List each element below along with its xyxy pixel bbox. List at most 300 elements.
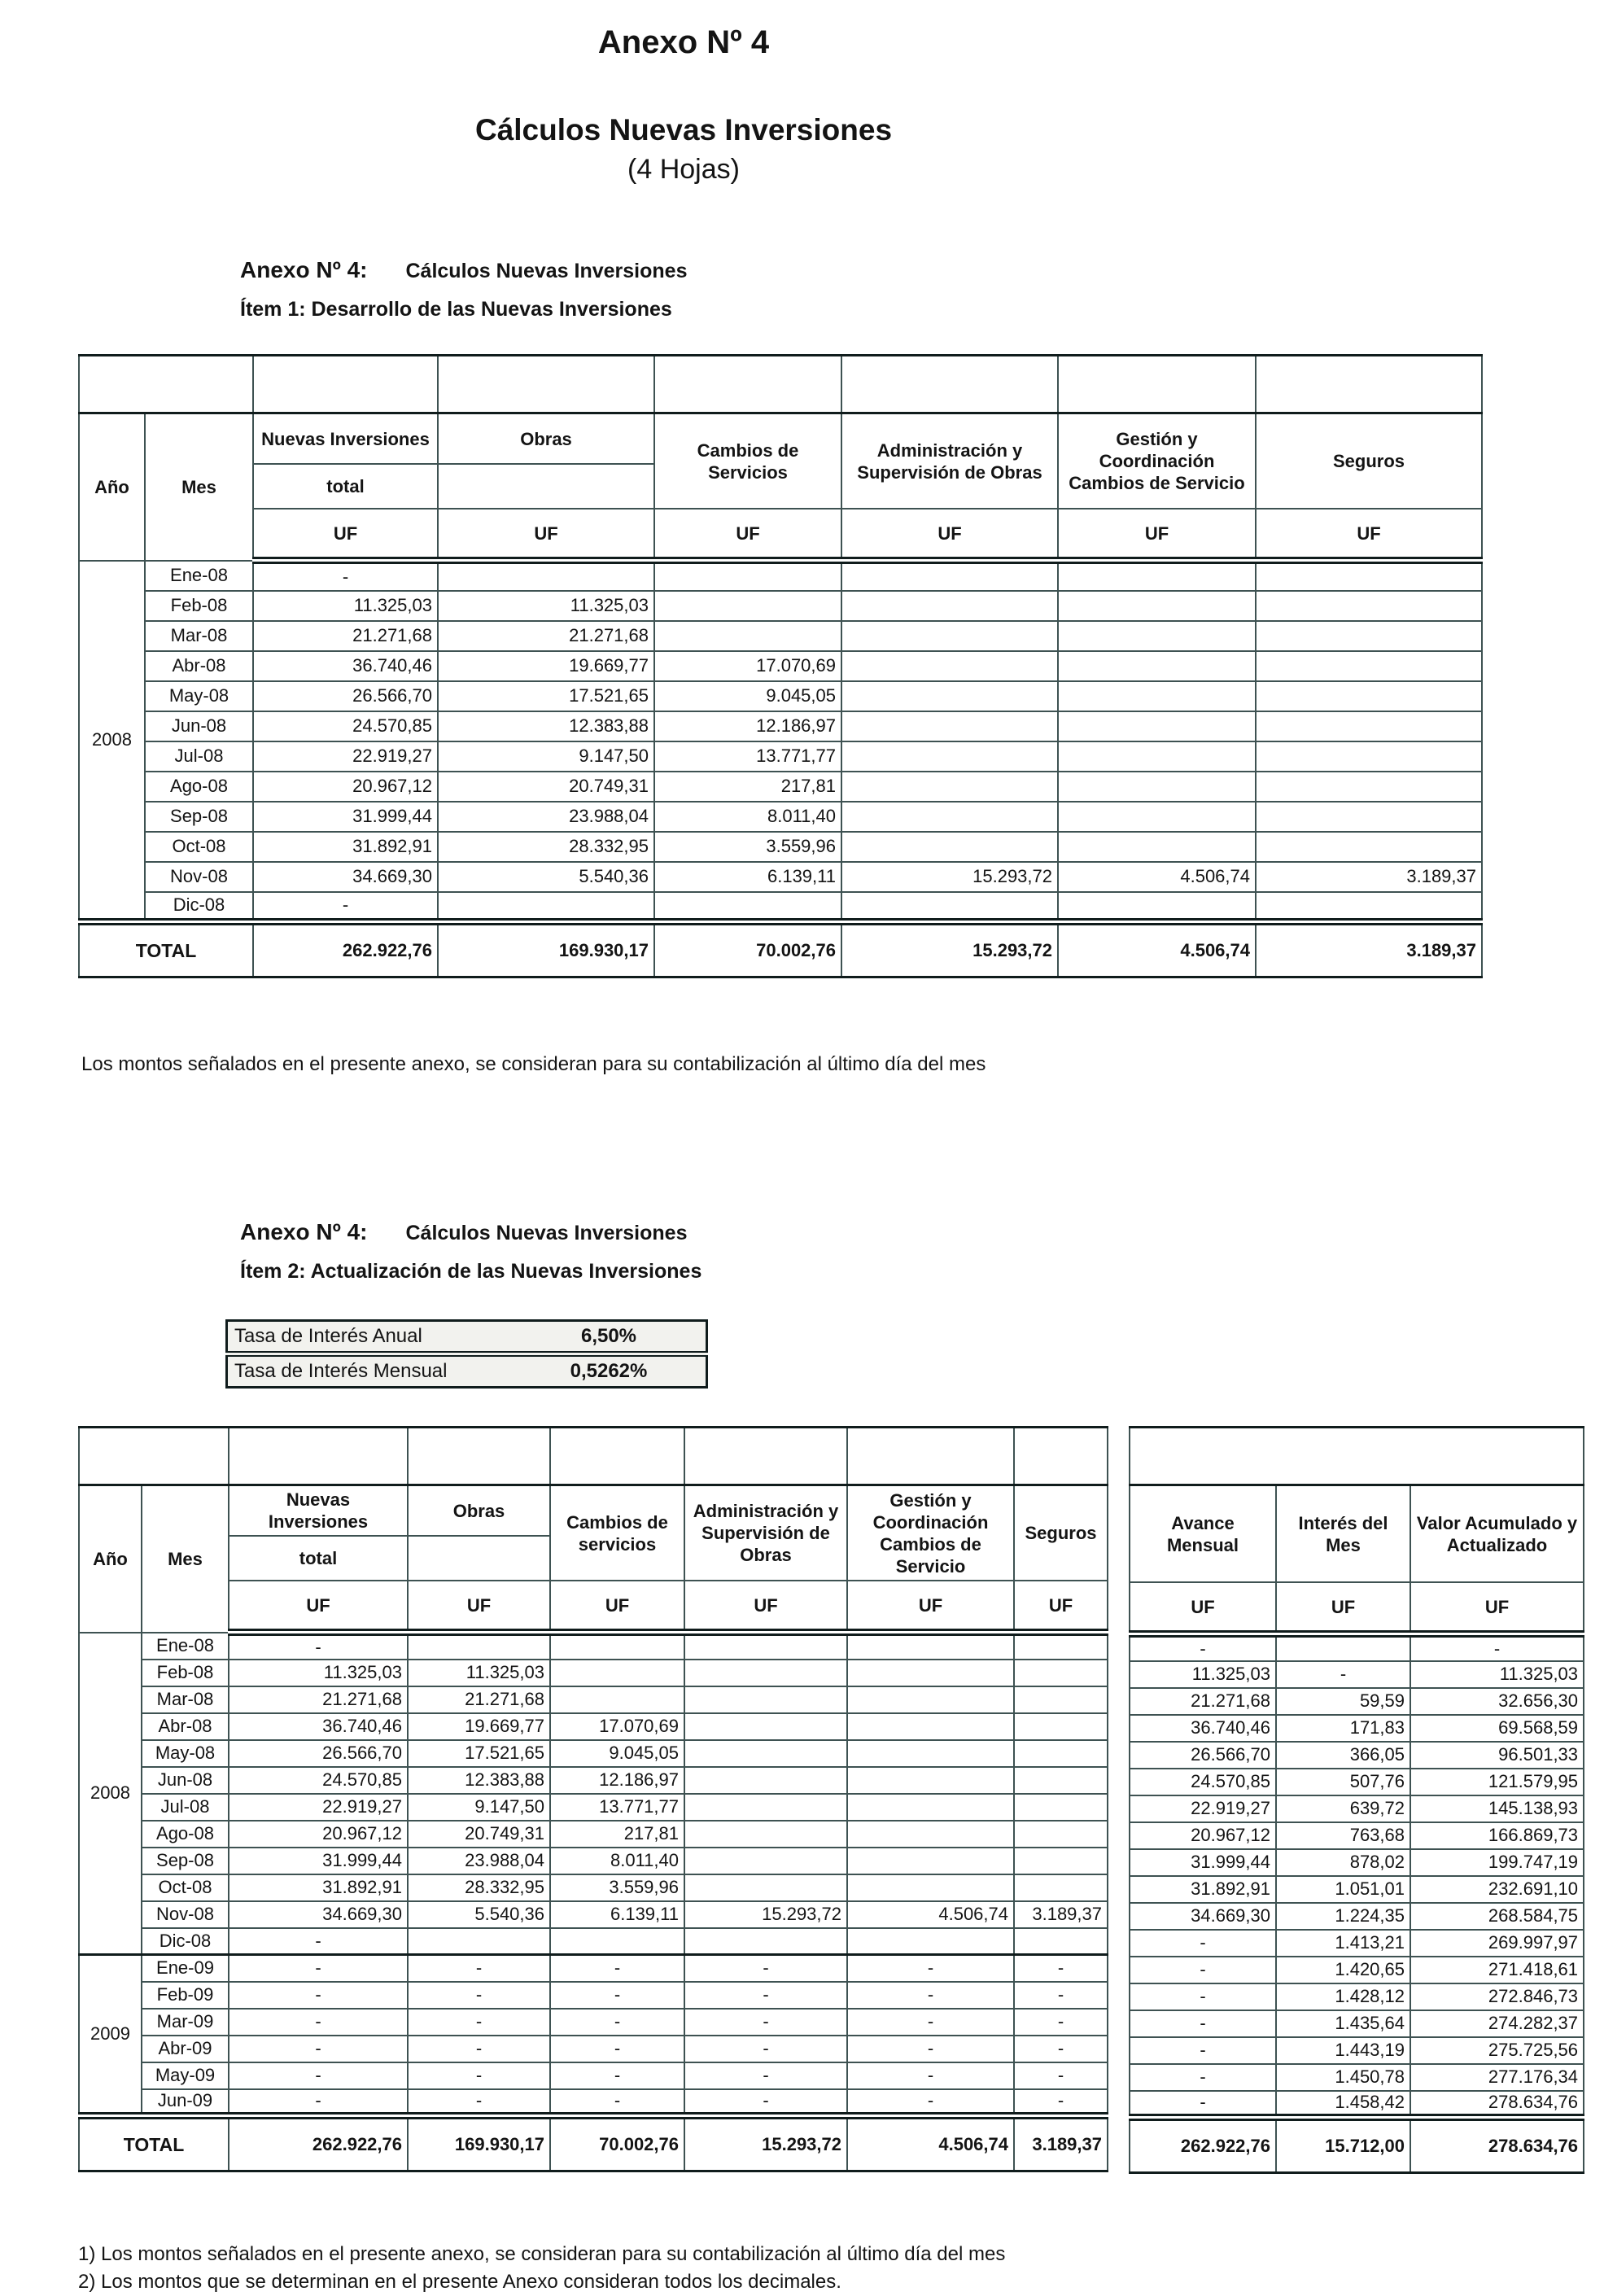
- section2-title: Cálculos Nuevas Inversiones: [405, 1222, 688, 1244]
- value-cell: 1.450,78: [1276, 2064, 1410, 2091]
- table-row: [79, 509, 1482, 561]
- value-cell: [841, 621, 1058, 651]
- table-row: [79, 832, 1482, 862]
- value-cell: 878,02: [1276, 1849, 1410, 1876]
- value-cell: [1014, 1767, 1108, 1794]
- column-header: Cambios de servicios: [550, 1485, 684, 1581]
- value-cell: -: [253, 892, 438, 922]
- table2-main: [78, 1426, 1108, 2172]
- value-cell: -: [550, 1982, 684, 2009]
- unit-label: UF: [253, 509, 438, 561]
- band-filler: [79, 1428, 229, 1485]
- month-cell: Jul-08: [142, 1794, 229, 1821]
- value-cell: [1014, 1848, 1108, 1874]
- column-header: Obras: [438, 413, 654, 465]
- value-cell: 507,76: [1276, 1769, 1410, 1795]
- value-cell: [1256, 681, 1482, 711]
- table-row: [79, 413, 1482, 465]
- month-cell: Ago-08: [142, 1821, 229, 1848]
- value-cell: 171,83: [1276, 1715, 1410, 1742]
- year-cell: 2009: [79, 1955, 142, 2116]
- column-header: Administración y Supervisión de Obras: [841, 413, 1058, 509]
- value-cell: [841, 591, 1058, 621]
- value-cell: 5.540,36: [408, 1901, 550, 1928]
- total-row: [79, 922, 1482, 977]
- value-cell: 36.740,46: [253, 651, 438, 681]
- table-row: [79, 892, 1482, 922]
- value-cell: 19.669,77: [438, 651, 654, 681]
- year-header: Año: [79, 1485, 142, 1633]
- footnotes: [78, 2241, 1604, 2296]
- value-cell: -: [1130, 2037, 1276, 2064]
- value-cell: 15.293,72: [841, 862, 1058, 892]
- value-cell: [841, 561, 1058, 591]
- value-cell: [847, 1821, 1014, 1848]
- value-cell: [1014, 1660, 1108, 1686]
- value-cell: -: [408, 2036, 550, 2062]
- value-cell: 217,81: [654, 772, 841, 802]
- value-cell: -: [684, 2009, 847, 2036]
- column-subheader: [408, 1536, 550, 1581]
- value-cell: [684, 1821, 847, 1848]
- unit-label: UF: [1276, 1582, 1410, 1634]
- unit-label: UF: [847, 1581, 1014, 1633]
- column-header: Nuevas Inversiones: [253, 413, 438, 465]
- value-cell: [550, 1660, 684, 1686]
- value-cell: [1058, 651, 1256, 681]
- rate-row: [227, 1354, 707, 1388]
- value-cell: 272.846,73: [1410, 1983, 1584, 2010]
- rate-value: 0,5262%: [512, 1354, 707, 1388]
- value-cell: 28.332,95: [408, 1874, 550, 1901]
- value-cell: [847, 1740, 1014, 1767]
- value-cell: 96.501,33: [1410, 1742, 1584, 1769]
- value-cell: 11.325,03: [1130, 1661, 1276, 1688]
- section1-item: Ítem 1: Desarrollo de las Nuevas Inversiones: [240, 298, 672, 321]
- month-cell: May-08: [145, 681, 253, 711]
- value-cell: -: [1130, 2010, 1276, 2037]
- table-row: [79, 1848, 1108, 1874]
- total-value: 262.922,76: [229, 2116, 408, 2171]
- value-cell: 34.669,30: [229, 1901, 408, 1928]
- month-cell: Jun-08: [145, 711, 253, 741]
- value-cell: [1276, 1634, 1410, 1661]
- value-cell: 217,81: [550, 1821, 684, 1848]
- column-subheader: [438, 464, 654, 509]
- value-cell: [408, 1928, 550, 1955]
- table-row: [1130, 1715, 1584, 1742]
- value-cell: [550, 1686, 684, 1713]
- value-cell: 9.045,05: [550, 1740, 684, 1767]
- value-cell: 5.540,36: [438, 862, 654, 892]
- table-row: [1130, 1957, 1584, 1983]
- value-cell: 17.521,65: [408, 1740, 550, 1767]
- table-row: [1130, 1634, 1584, 1661]
- value-cell: [847, 1633, 1014, 1660]
- value-cell: [1256, 892, 1482, 922]
- value-cell: [1058, 621, 1256, 651]
- value-cell: [1014, 1713, 1108, 1740]
- value-cell: -: [684, 2089, 847, 2116]
- value-cell: [847, 1713, 1014, 1740]
- column-header: Valor Acumulado y Actualizado: [1410, 1485, 1584, 1583]
- table-row: [1130, 1983, 1584, 2010]
- column-header: Nuevas Inversiones: [229, 1485, 408, 1537]
- unit-label: UF: [1256, 509, 1482, 561]
- value-cell: 1.428,12: [1276, 1983, 1410, 2010]
- value-cell: 20.967,12: [229, 1821, 408, 1848]
- value-cell: [1058, 892, 1256, 922]
- value-cell: 3.559,96: [550, 1874, 684, 1901]
- table2-accumulated: [1129, 1426, 1584, 2174]
- total-value: 70.002,76: [654, 922, 841, 977]
- value-cell: [408, 1633, 550, 1660]
- month-cell: Feb-08: [145, 591, 253, 621]
- table-row: [79, 802, 1482, 832]
- value-cell: 1.443,19: [1276, 2037, 1410, 2064]
- month-cell: Jun-08: [142, 1767, 229, 1794]
- value-cell: 1.458,42: [1276, 2091, 1410, 2118]
- value-cell: 11.325,03: [438, 591, 654, 621]
- value-cell: 11.325,03: [253, 591, 438, 621]
- value-cell: 13.771,77: [654, 741, 841, 772]
- value-cell: 278.634,76: [1410, 2091, 1584, 2118]
- band-cell: [1130, 1428, 1584, 1485]
- total-label: TOTAL: [79, 922, 253, 977]
- month-cell: Ago-08: [145, 772, 253, 802]
- month-cell: Jul-08: [145, 741, 253, 772]
- total-value: 4.506,74: [847, 2116, 1014, 2171]
- unit-label: UF: [1014, 1581, 1108, 1633]
- value-cell: [684, 1848, 847, 1874]
- value-cell: 32.656,30: [1410, 1688, 1584, 1715]
- band-cell: [550, 1428, 684, 1485]
- column-header: Cambios de Servicios: [654, 413, 841, 509]
- table-row: [79, 862, 1482, 892]
- month-cell: Feb-08: [142, 1660, 229, 1686]
- section1-header: [240, 257, 1604, 321]
- value-cell: 1.051,01: [1276, 1876, 1410, 1903]
- total-value: 15.712,00: [1276, 2118, 1410, 2173]
- value-cell: 69.568,59: [1410, 1715, 1584, 1742]
- value-cell: 166.869,73: [1410, 1822, 1584, 1849]
- value-cell: 12.383,88: [438, 711, 654, 741]
- table-row: [1130, 1876, 1584, 1903]
- section2-item: Ítem 2: Actualización de las Nuevas Inversiones: [240, 1260, 702, 1283]
- value-cell: [1256, 741, 1482, 772]
- value-cell: [1256, 711, 1482, 741]
- value-cell: 274.282,37: [1410, 2010, 1584, 2037]
- value-cell: 31.999,44: [253, 802, 438, 832]
- value-cell: 26.566,70: [1130, 1742, 1276, 1769]
- section1-label: Anexo Nº 4:: [240, 257, 368, 282]
- value-cell: 23.988,04: [408, 1848, 550, 1874]
- band-cell: [1058, 356, 1256, 413]
- value-cell: 269.997,97: [1410, 1930, 1584, 1957]
- section2-label: Anexo Nº 4:: [240, 1219, 368, 1244]
- rate-label: Tasa de Interés Mensual: [227, 1354, 513, 1388]
- value-cell: [847, 1874, 1014, 1901]
- value-cell: -: [847, 1982, 1014, 2009]
- value-cell: 19.669,77: [408, 1713, 550, 1740]
- table-row: [79, 1740, 1108, 1767]
- value-cell: 26.566,70: [229, 1740, 408, 1767]
- column-subheader: total: [253, 464, 438, 509]
- month-cell: Ene-09: [142, 1955, 229, 1982]
- month-cell: Feb-09: [142, 1982, 229, 2009]
- total-value: 3.189,37: [1256, 922, 1482, 977]
- value-cell: -: [1014, 2089, 1108, 2116]
- band-cell: [408, 1428, 550, 1485]
- value-cell: [841, 741, 1058, 772]
- table-row: [79, 356, 1482, 413]
- table-row: [79, 621, 1482, 651]
- month-cell: May-09: [142, 2062, 229, 2089]
- value-cell: 268.584,75: [1410, 1903, 1584, 1930]
- value-cell: -: [847, 2062, 1014, 2089]
- column-header: Seguros: [1256, 413, 1482, 509]
- value-cell: 8.011,40: [654, 802, 841, 832]
- band-cell: [1014, 1428, 1108, 1485]
- value-cell: [684, 1874, 847, 1901]
- value-cell: -: [550, 2036, 684, 2062]
- value-cell: 1.420,65: [1276, 1957, 1410, 1983]
- value-cell: 1.435,64: [1276, 2010, 1410, 2037]
- total-value: 262.922,76: [253, 922, 438, 977]
- column-header: Obras: [408, 1485, 550, 1537]
- rate-value: 6,50%: [512, 1321, 707, 1354]
- table-row: [79, 711, 1482, 741]
- value-cell: 15.293,72: [684, 1901, 847, 1928]
- value-cell: -: [229, 2089, 408, 2116]
- value-cell: -: [1014, 2036, 1108, 2062]
- value-cell: [1058, 681, 1256, 711]
- value-cell: -: [1014, 2062, 1108, 2089]
- value-cell: -: [229, 1928, 408, 1955]
- value-cell: [684, 1767, 847, 1794]
- value-cell: -: [229, 1982, 408, 2009]
- value-cell: [841, 892, 1058, 922]
- value-cell: 12.383,88: [408, 1767, 550, 1794]
- value-cell: 31.892,91: [253, 832, 438, 862]
- value-cell: [841, 772, 1058, 802]
- value-cell: 31.999,44: [1130, 1849, 1276, 1876]
- value-cell: 11.325,03: [229, 1660, 408, 1686]
- value-cell: 28.332,95: [438, 832, 654, 862]
- value-cell: 13.771,77: [550, 1794, 684, 1821]
- month-cell: Dic-08: [142, 1928, 229, 1955]
- value-cell: [684, 1713, 847, 1740]
- value-cell: 20.967,12: [253, 772, 438, 802]
- month-cell: Ene-08: [145, 561, 253, 591]
- value-cell: -: [1014, 2009, 1108, 2036]
- value-cell: [684, 1660, 847, 1686]
- table-row: [79, 1901, 1108, 1928]
- value-cell: [684, 1633, 847, 1660]
- value-cell: [684, 1740, 847, 1767]
- value-cell: 271.418,61: [1410, 1957, 1584, 1983]
- value-cell: -: [1130, 2064, 1276, 2091]
- value-cell: -: [1014, 1982, 1108, 2009]
- value-cell: 34.669,30: [1130, 1903, 1276, 1930]
- table-row: [1130, 1582, 1584, 1634]
- table-row: [79, 1955, 1108, 1982]
- value-cell: [684, 1794, 847, 1821]
- value-cell: -: [229, 1633, 408, 1660]
- value-cell: -: [229, 2062, 408, 2089]
- value-cell: 26.566,70: [253, 681, 438, 711]
- value-cell: 11.325,03: [408, 1660, 550, 1686]
- value-cell: -: [1130, 2091, 1276, 2118]
- year-header: Año: [79, 413, 145, 561]
- value-cell: 6.139,11: [654, 862, 841, 892]
- value-cell: [1256, 651, 1482, 681]
- value-cell: -: [408, 2089, 550, 2116]
- value-cell: [1014, 1633, 1108, 1660]
- band-cell: [438, 356, 654, 413]
- value-cell: 22.919,27: [1130, 1795, 1276, 1822]
- table-row: [1130, 1903, 1584, 1930]
- unit-label: UF: [438, 509, 654, 561]
- column-header: Avance Mensual: [1130, 1485, 1276, 1583]
- value-cell: 763,68: [1276, 1822, 1410, 1849]
- value-cell: -: [550, 2009, 684, 2036]
- unit-label: UF: [550, 1581, 684, 1633]
- value-cell: [684, 1686, 847, 1713]
- table-row: [79, 2089, 1108, 2116]
- total-value: 262.922,76: [1130, 2118, 1276, 2173]
- band-cell: [253, 356, 438, 413]
- value-cell: 9.147,50: [438, 741, 654, 772]
- value-cell: 36.740,46: [1130, 1715, 1276, 1742]
- value-cell: 31.892,91: [229, 1874, 408, 1901]
- value-cell: -: [1130, 1634, 1276, 1661]
- value-cell: -: [684, 2062, 847, 2089]
- month-header: Mes: [142, 1485, 229, 1633]
- value-cell: 1.224,35: [1276, 1903, 1410, 1930]
- value-cell: [847, 1848, 1014, 1874]
- value-cell: [1256, 621, 1482, 651]
- value-cell: -: [1130, 1930, 1276, 1957]
- table-row: [79, 2009, 1108, 2036]
- value-cell: -: [684, 1982, 847, 2009]
- column-header: Gestión y Coordinación Cambios de Servicio: [1058, 413, 1256, 509]
- value-cell: [847, 1928, 1014, 1955]
- total-value: 169.930,17: [438, 922, 654, 977]
- value-cell: 22.919,27: [253, 741, 438, 772]
- value-cell: -: [253, 561, 438, 591]
- value-cell: 59,59: [1276, 1688, 1410, 1715]
- value-cell: [1058, 711, 1256, 741]
- value-cell: 275.725,56: [1410, 2037, 1584, 2064]
- total-label: TOTAL: [79, 2116, 229, 2171]
- value-cell: [847, 1794, 1014, 1821]
- table-row: [79, 1928, 1108, 1955]
- value-cell: 3.189,37: [1014, 1901, 1108, 1928]
- unit-label: UF: [841, 509, 1058, 561]
- value-cell: 24.570,85: [229, 1767, 408, 1794]
- value-cell: [654, 561, 841, 591]
- month-cell: Sep-08: [142, 1848, 229, 1874]
- column-header: Gestión y Coordinación Cambios de Servicio: [847, 1485, 1014, 1581]
- page-title: Anexo Nº 4: [597, 24, 770, 60]
- value-cell: 24.570,85: [253, 711, 438, 741]
- value-cell: 31.892,91: [1130, 1876, 1276, 1903]
- total-value: 15.293,72: [841, 922, 1058, 977]
- value-cell: 20.749,31: [438, 772, 654, 802]
- value-cell: -: [1014, 1955, 1108, 1982]
- rate-label: Tasa de Interés Anual: [227, 1321, 513, 1354]
- value-cell: 12.186,97: [654, 711, 841, 741]
- unit-label: UF: [654, 509, 841, 561]
- value-cell: 23.988,04: [438, 802, 654, 832]
- table-row: [1130, 2091, 1584, 2118]
- value-cell: 8.011,40: [550, 1848, 684, 1874]
- value-cell: 17.521,65: [438, 681, 654, 711]
- month-cell: Nov-08: [142, 1901, 229, 1928]
- value-cell: [438, 561, 654, 591]
- page-subtitle: Cálculos Nuevas Inversiones: [474, 113, 893, 147]
- rate-row: [227, 1321, 707, 1354]
- value-cell: [847, 1767, 1014, 1794]
- value-cell: -: [847, 2009, 1014, 2036]
- value-cell: 20.749,31: [408, 1821, 550, 1848]
- month-cell: May-08: [142, 1740, 229, 1767]
- band-cell: [654, 356, 841, 413]
- total-value: 4.506,74: [1058, 922, 1256, 977]
- value-cell: [654, 591, 841, 621]
- table-row: [1130, 2037, 1584, 2064]
- total-value: 278.634,76: [1410, 2118, 1584, 2173]
- table-row: [79, 651, 1482, 681]
- value-cell: [1014, 1928, 1108, 1955]
- value-cell: [1058, 832, 1256, 862]
- value-cell: -: [847, 2089, 1014, 2116]
- value-cell: 145.138,93: [1410, 1795, 1584, 1822]
- value-cell: -: [408, 1955, 550, 1982]
- band-cell: [847, 1428, 1014, 1485]
- month-cell: Oct-08: [142, 1874, 229, 1901]
- year-cell: 2008: [79, 561, 145, 922]
- table1: [78, 354, 1483, 978]
- value-cell: 21.271,68: [438, 621, 654, 651]
- table-row: [79, 1821, 1108, 1848]
- value-cell: -: [684, 2036, 847, 2062]
- value-cell: -: [1130, 1983, 1276, 2010]
- value-cell: [1256, 561, 1482, 591]
- value-cell: [1058, 802, 1256, 832]
- column-header: Interés del Mes: [1276, 1485, 1410, 1583]
- value-cell: -: [408, 2009, 550, 2036]
- table-row: [79, 681, 1482, 711]
- table-row: [1130, 2010, 1584, 2037]
- value-cell: [1014, 1874, 1108, 1901]
- value-cell: [1058, 591, 1256, 621]
- value-cell: [684, 1928, 847, 1955]
- unit-label: UF: [408, 1581, 550, 1633]
- month-cell: Ene-08: [142, 1633, 229, 1660]
- table-row: [79, 1713, 1108, 1740]
- value-cell: [841, 711, 1058, 741]
- table-row: [79, 1660, 1108, 1686]
- table-row: [1130, 1795, 1584, 1822]
- value-cell: [841, 832, 1058, 862]
- value-cell: -: [229, 2009, 408, 2036]
- band-cell: [841, 356, 1058, 413]
- table-row: [79, 1428, 1108, 1485]
- value-cell: 9.045,05: [654, 681, 841, 711]
- column-header: Administración y Supervisión de Obras: [684, 1485, 847, 1581]
